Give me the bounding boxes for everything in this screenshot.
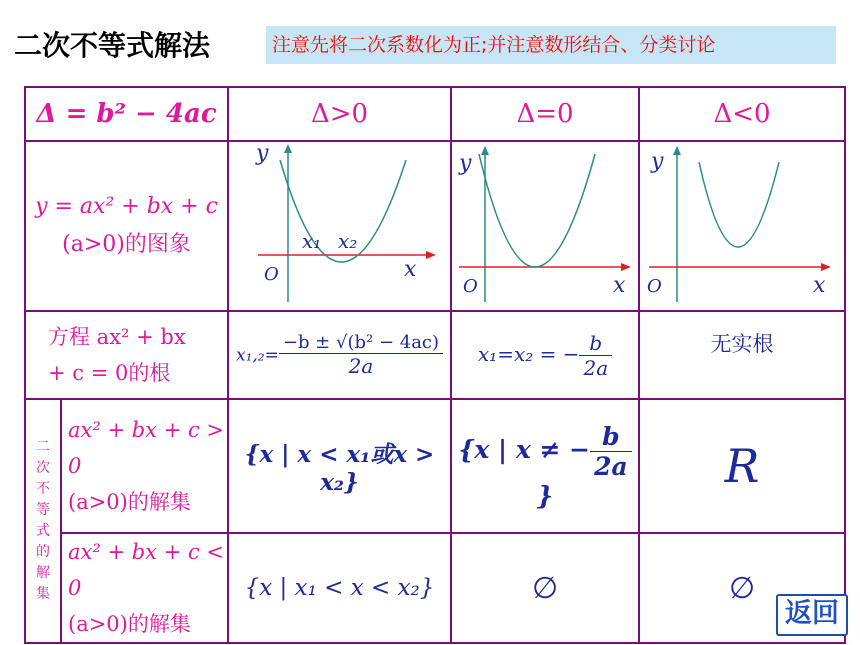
origin-label: O — [647, 276, 662, 297]
side-char: 解 — [36, 565, 50, 581]
roots-label-line2: + c = 0的根 — [48, 361, 171, 385]
graph-cell-positive — [228, 141, 451, 311]
x-axis-arrow — [426, 251, 436, 259]
root1-label: x₁ — [302, 229, 322, 253]
roots-case-positive — [228, 311, 451, 399]
origin-label: O — [264, 264, 279, 285]
lt-case-positive: {x | x₁ < x < x₂} — [228, 533, 451, 643]
y-axis-arrow — [284, 144, 292, 153]
side-char: 次 — [36, 460, 50, 476]
hint-note: 注意先将二次系数化为正;并注意数形结合、分类讨论 — [266, 26, 836, 64]
page-title: 二次不等式解法 — [14, 29, 211, 62]
x-axis-arrow — [821, 263, 831, 271]
gt-zero-numerator: b — [590, 422, 632, 452]
double-root-denominator: 2a — [583, 355, 609, 380]
roots-row-label — [25, 311, 228, 399]
roots-lhs: x₁,₂= — [235, 345, 279, 366]
side-char: 不 — [36, 481, 50, 497]
lt-condition: (a>0)的解集 — [68, 612, 191, 636]
graph-label-function: y = ax² + bx + c — [35, 194, 218, 219]
lt-row-label — [61, 533, 228, 643]
formula-numerator: −b ± √(b² − 4ac) — [279, 332, 443, 354]
lt-row — [25, 533, 845, 643]
x-axis-label: x — [404, 257, 417, 282]
gt-condition: (a>0)的解集 — [68, 490, 191, 514]
gt-case-zero — [451, 399, 639, 533]
parabola-curve — [699, 162, 779, 247]
side-char: 式 — [36, 523, 50, 539]
x-axis-label: x — [813, 273, 826, 298]
y-axis-arrow — [673, 146, 681, 155]
case-header-negative: Δ<0 — [639, 87, 845, 141]
x-axis-label: x — [613, 273, 626, 298]
lt-case-zero: ∅ — [451, 533, 639, 643]
side-label-cell — [25, 399, 61, 643]
gt-zero-rhs: } — [536, 481, 554, 510]
double-root-numerator: b — [579, 331, 612, 356]
roots-case-negative: 无实根 — [639, 311, 845, 399]
quadratic-formula — [279, 332, 443, 378]
graph-cell-zero — [451, 141, 639, 311]
origin-label: O — [463, 276, 478, 297]
double-root-fraction — [579, 331, 612, 380]
graph-row — [25, 141, 845, 311]
header-row — [25, 87, 845, 141]
y-axis-label: y — [459, 151, 472, 176]
parabola-no-root — [641, 142, 843, 306]
y-axis-label: y — [651, 149, 664, 174]
side-char: 等 — [36, 502, 50, 518]
back-button[interactable]: 返回 — [776, 594, 848, 636]
side-char: 集 — [36, 586, 50, 602]
x-axis-arrow — [621, 263, 631, 271]
parabola-curve — [479, 154, 595, 267]
root2-label: x₂ — [338, 229, 358, 253]
double-root-lhs: x₁=x₂ = − — [477, 341, 580, 366]
roots-row — [25, 311, 845, 399]
graph-cell-negative — [639, 141, 845, 311]
y-axis-arrow — [481, 146, 489, 155]
gt-row-label — [61, 399, 228, 533]
formula-denominator: 2a — [348, 354, 374, 378]
discriminant-cell: Δ = b² − 4ac — [25, 87, 228, 141]
case-header-zero: Δ=0 — [451, 87, 639, 141]
roots-label-line1: 方程 ax² + bx — [48, 325, 186, 349]
roots-case-zero — [451, 311, 639, 399]
gt-case-positive: {x | x < x₁或x > x₂} — [228, 399, 451, 533]
gt-zero-denominator: 2a — [594, 452, 628, 481]
graph-row-label — [25, 141, 228, 311]
gt-inequality: ax² + bx + c > 0 — [68, 418, 224, 478]
graph-label-condition: (a>0)的图象 — [62, 232, 191, 257]
lt-inequality: ax² + bx + c < 0 — [68, 540, 224, 600]
gt-zero-fraction — [590, 422, 632, 481]
side-char: 二 — [36, 439, 50, 455]
parabola-one-root — [453, 142, 637, 306]
lt-case-negative: ∅ — [639, 533, 845, 643]
gt-case-negative: R — [639, 399, 845, 533]
quadratic-table — [24, 86, 846, 644]
gt-zero-lhs: {x | x ≠ − — [458, 435, 591, 464]
gt-row — [25, 399, 845, 533]
y-axis-label: y — [256, 142, 269, 166]
side-char: 的 — [36, 544, 50, 560]
case-header-positive: Δ>0 — [228, 87, 451, 141]
parabola-two-roots — [230, 142, 449, 306]
solution-set-vertical-label — [26, 437, 60, 605]
